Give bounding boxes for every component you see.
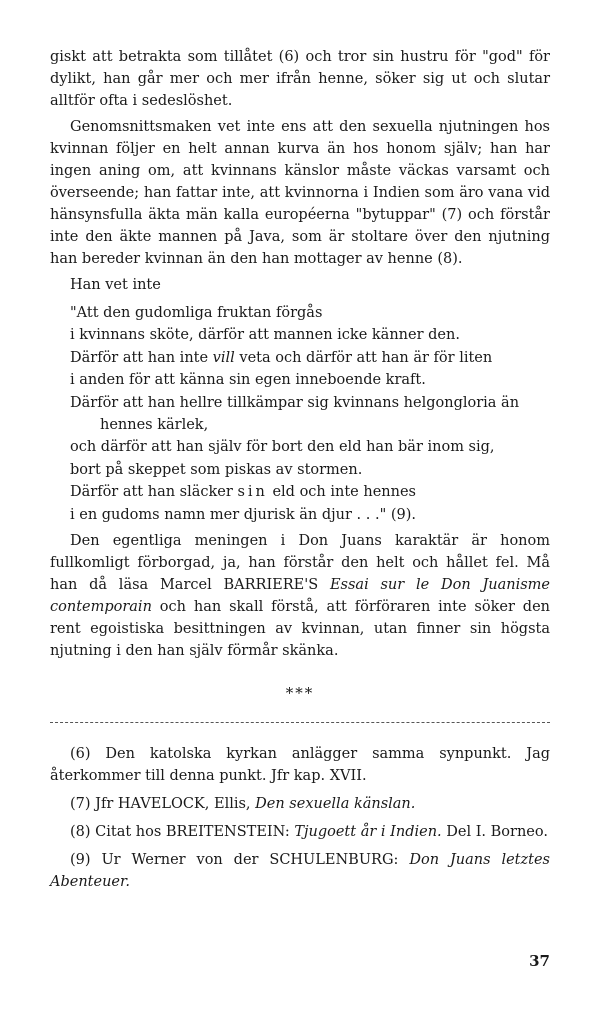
- footnote-9: (9) Ur Werner von der SCHULENBURG: Don Juans letztes Abenteuer.: [50, 852, 550, 891]
- poem-line: Därför att han inte vill veta och därför att han är för liten: [70, 349, 493, 366]
- section-separator: ***: [285, 684, 315, 703]
- poem-line: i en gudoms namn mer djurisk än djur . . ." (9).: [70, 506, 417, 523]
- poem-line: hennes kärlek,: [100, 417, 209, 434]
- paragraph-3: Han vet inte: [70, 277, 161, 293]
- footnote-8: (8) Citat hos BREITENSTEIN: Tjugoett år i Indien. Del I. Borneo.: [70, 824, 548, 841]
- poem-line: i anden för att känna sin egen inneboende kraft.: [70, 372, 426, 389]
- poem-line: och därför att han själv för bort den eld han bär inom sig,: [70, 439, 495, 456]
- poem-line: Därför att han släcker sin eld och inte hennes: [70, 484, 416, 501]
- paragraph-4: Den egentliga meningen i Don Juans karaktär är honom fullkomligt förborgad, ja, han förstår den helt och hållet fel. Må han då läsa Marcel BARRIERE'S Essai sur le Don Juanisme contemporain och han skall förstå, att förföraren inte söker den rent egoistiska besittningen av kvinnan, utan finner sin högsta njutning i den han själv förmår skänka.: [50, 533, 550, 660]
- page-number: 37: [529, 952, 550, 970]
- poem-line: i kvinnans sköte, därför att mannen icke känner den.: [70, 327, 460, 344]
- page-body: [50, 46, 550, 899]
- poem-line: Därför att han hellre tillkämpar sig kvinnans helgongloria än: [70, 394, 520, 411]
- poem-line: bort på skeppet som piskas av stormen.: [70, 461, 363, 478]
- paragraph-2: Genomsnittsmaken vet inte ens att den sexuella njutningen hos kvinnan följer en helt annan kurva än hos honom själv; han har ingen aning om, att kvinnans känslor måste väckas varsamt och överseende; han fattar inte, att kvinnorna i Indien som äro vana vid hänsynsfulla äkta män kalla européerna "bytuppar" (7) och förstår inte den äkte mannen på Java, som är stoltare över den njutning han bereder kvinnan än den han mottager av henne (8).: [50, 119, 550, 267]
- paragraph-1: giskt att betrakta som tillåtet (6) och tror sin hustru för "god" för dylikt, han går mer och mer ifrån henne, söker sig ut och slutar alltför ofta i sedeslöshet.: [50, 49, 550, 109]
- footnotes: [50, 743, 550, 893]
- poem-line: "Att den gudomliga fruktan förgås: [70, 305, 323, 321]
- footnote-6: (6) Den katolska kyrkan anlägger samma synpunkt. Jag återkommer till denna punkt. Jfr kap. XVII.: [50, 746, 550, 785]
- poem-quote: [70, 302, 550, 526]
- footnote-7: (7) Jfr HAVELOCK, Ellis, Den sexuella känslan.: [70, 796, 416, 813]
- footnote-divider: [50, 722, 550, 723]
